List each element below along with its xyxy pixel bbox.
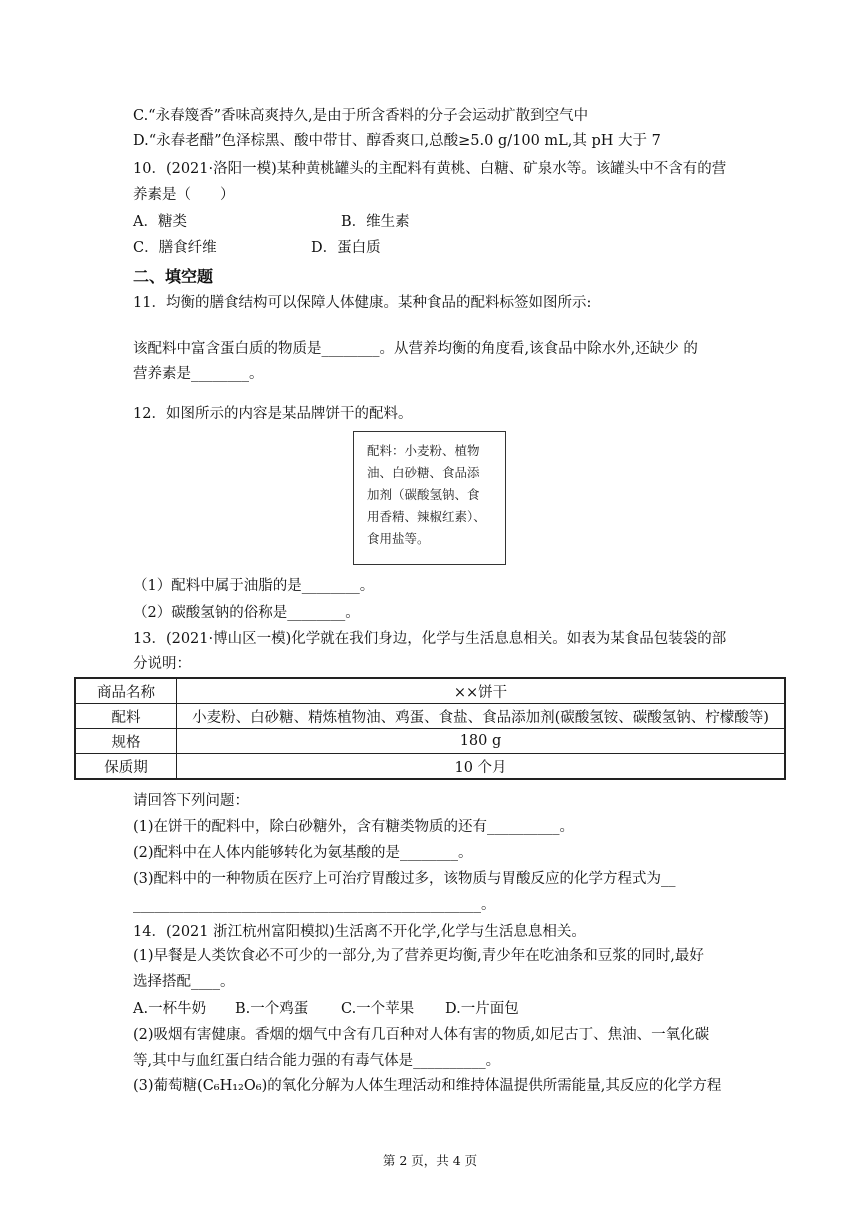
image-line: 加剂（碳酸氢钠、食 <box>367 487 480 502</box>
table-label: 规格 <box>75 729 177 754</box>
question-11-blank1: 该配料中富含蛋白质的物质是________。从营养均衡的角度看,该食品中除水外,还缺少 的 <box>133 341 698 357</box>
question-14-1: (1)早餐是人类饮食必不可少的一部分,为了营养更均衡,青少年在吃油条和豆浆的同时,最好 <box>133 948 704 964</box>
question-14-2: (2)吸烟有害健康。香烟的烟气中含有几百种对人体有害的物质,如尼古丁、焦油、一氧化碳 <box>133 1027 710 1043</box>
question-12: 12．如图所示的内容是某品牌饼干的配料。 <box>133 406 413 422</box>
question-13-cont: 分说明： <box>133 656 191 672</box>
table-row <box>75 729 785 754</box>
table-value: 180 g <box>177 729 786 754</box>
image-line: 用香精、辣椒红素）、 <box>367 509 486 524</box>
image-line: 食用盐等。 <box>367 531 430 546</box>
table-row <box>75 754 785 780</box>
food-info-table <box>74 677 786 780</box>
question-d-option: D.“永春老醋”色泽棕黑、酸中带甘、醇香爽口,总酸≥5.0 g/100 mL,其 pH 大于 7 <box>133 133 661 149</box>
question-13-2: (2)配料中在人体内能够转化为氨基酸的是________。 <box>133 845 473 861</box>
option-c: C．膳食纤维 <box>133 240 217 256</box>
table-label: 保质期 <box>75 754 177 780</box>
page-footer: 第 2 页，共 4 页 <box>382 1153 478 1168</box>
question-11: 11．均衡的膳食结构可以保障人体健康。某种食品的配料标签如图所示: <box>133 295 592 311</box>
question-13-3-cont: ________________________________________________。 <box>133 897 496 913</box>
table-value: 10 个月 <box>177 754 786 780</box>
image-line: 油、白砂糖、食品添 <box>367 465 480 480</box>
image-line: 配料：小麦粉、植物 <box>367 443 480 458</box>
question-14-2-cont: 等,其中与血红蛋白结合能力强的有毒气体是__________。 <box>133 1053 501 1069</box>
option-c: C.一个苹果 <box>341 1001 415 1017</box>
question-c-option: C.“永春篾香”香味高爽持久,是由于所含香料的分子会运动扩散到空气中 <box>133 108 589 124</box>
question-13: 13．(2021·博山区一模)化学就在我们身边，化学与生活息息相关。如表为某食品包装袋的部 <box>133 631 727 647</box>
table-label: 配料 <box>75 704 177 729</box>
question-12-2: （2）碳酸氢钠的俗称是________。 <box>133 605 360 621</box>
table-value: ××饼干 <box>177 678 786 704</box>
option-d: D．蛋白质 <box>311 240 381 256</box>
question-13-prompt: 请回答下列问题： <box>133 793 249 809</box>
question-11-blank2: 营养素是________。 <box>133 366 264 382</box>
table-value: 小麦粉、白砂糖、精炼植物油、鸡蛋、食盐、食品添加剂(碳酸氢铵、碳酸氢钠、柠檬酸等) <box>177 704 786 729</box>
option-a: A.一杯牛奶 <box>133 1001 207 1017</box>
ingredient-label-image <box>353 431 506 565</box>
question-10-cont: 养素是（ ） <box>133 187 235 203</box>
section-heading: 二、填空题 <box>133 267 214 286</box>
option-a: A．糖类 <box>133 214 187 230</box>
table-row <box>75 704 785 729</box>
option-d: D.一片面包 <box>445 1001 519 1017</box>
question-13-1: (1)在饼干的配料中，除白砂糖外，含有糖类物质的还有__________。 <box>133 819 575 835</box>
question-14-1-cont: 选择搭配____。 <box>133 974 235 990</box>
question-12-1: （1）配料中属于油脂的是________。 <box>133 578 375 594</box>
table-label: 商品名称 <box>75 678 177 704</box>
option-b: B.一个鸡蛋 <box>235 1001 309 1017</box>
option-b: B．维生素 <box>341 214 410 230</box>
question-14: 14．(2021 浙江杭州富阳模拟)生活离不开化学,化学与生活息息相关。 <box>133 924 586 940</box>
question-14-3: (3)葡萄糖(C₆H₁₂O₆)的氧化分解为人体生理活动和维持体温提供所需能量,其反应的化学方程 <box>133 1078 722 1094</box>
question-13-3: (3)配料中的一种物质在医疗上可治疗胃酸过多，该物质与胃酸反应的化学方程式为__ <box>133 871 676 887</box>
table-row <box>75 678 785 704</box>
question-10: 10．(2021·洛阳一模)某种黄桃罐头的主配料有黄桃、白糖、矿泉水等。该罐头中不含有的营 <box>133 161 727 177</box>
